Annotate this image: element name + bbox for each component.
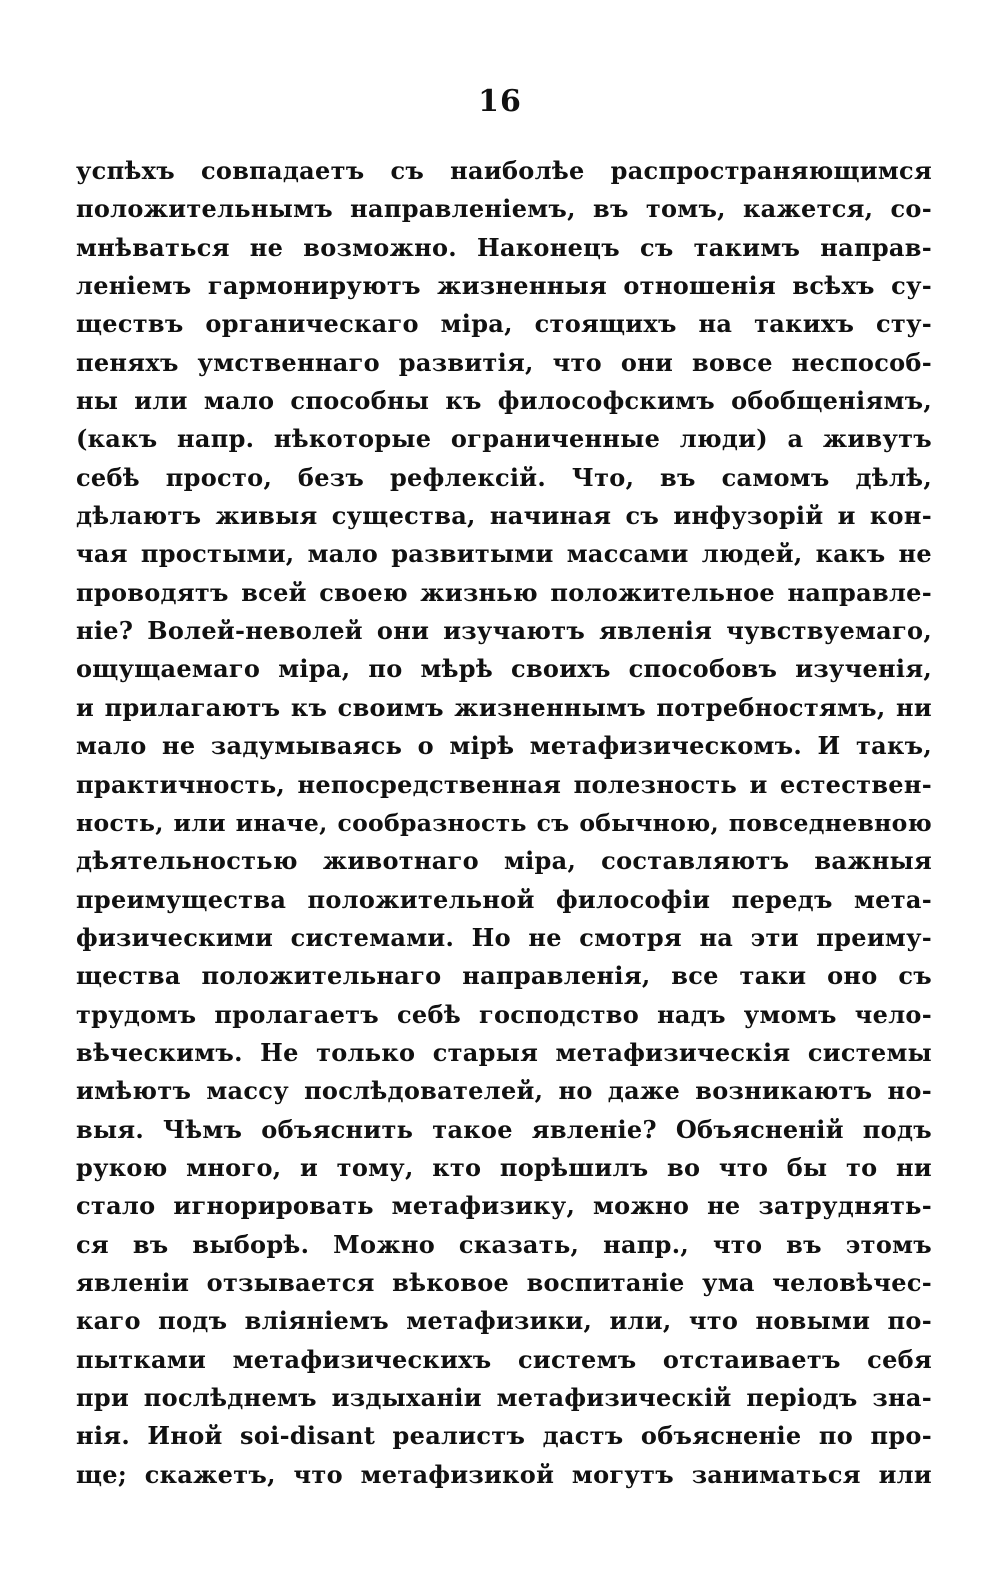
page-number: 16 <box>478 84 522 119</box>
text-line: дѣлаютъ живыя существа, начиная съ инфузорій и кон- <box>76 501 932 531</box>
text-line: при послѣднемъ издыханіи метафизическій періодъ зна- <box>76 1383 932 1412</box>
text-line: себѣ просто, безъ рефлексій. Что, въ самомъ дѣлѣ, <box>76 462 932 492</box>
text-line: ще; скажетъ, что метафизикой могутъ заниматься или <box>76 1459 932 1489</box>
text-line: мало не задумываясь о мірѣ метафизическомъ. И такъ, <box>76 731 932 761</box>
text-line: нія. Иной soi-disant реалистъ дастъ объясненіе по про- <box>76 1421 932 1451</box>
text-line: щества положительнаго направленія, все таки оно съ <box>76 961 932 991</box>
text-line: ся въ выборѣ. Можно сказать, напр., что въ этомъ <box>76 1229 932 1259</box>
text-line: вѣческимъ. Не только старыя метафизическія системы <box>76 1037 932 1067</box>
text-line: явленіи отзывается вѣковое воспитаніе ума человѣчес- <box>76 1267 932 1297</box>
text-line: каго подъ вліяніемъ метафизики, или, что новыми по- <box>76 1306 932 1336</box>
text-line: леніемъ гармонируютъ жизненныя отношенія всѣхъ су- <box>76 271 932 301</box>
text-line: успѣхъ совпадаетъ съ наиболѣе распространяющимся <box>76 156 932 185</box>
text-line: ществъ органическаго міра, стоящихъ на такихъ сту- <box>76 309 932 339</box>
text-line: выя. Чѣмъ объяснить такое явленіе? Объясненій подъ <box>76 1114 932 1144</box>
text-line: преимущества положительной философіи передъ мета- <box>76 884 932 914</box>
text-line: пеняхъ умственнаго развитія, что они вовсе неспособ- <box>76 347 932 377</box>
text-line: проводятъ всей своею жизнью положительное направле- <box>76 577 932 607</box>
text-line: трудомъ пролагаетъ себѣ господство надъ умомъ чело- <box>76 999 932 1029</box>
text-line: мнѣваться не возможно. Наконецъ съ такимъ направ- <box>76 232 932 262</box>
body-text <box>76 152 932 1494</box>
text-line: ность, или иначе, сообразность съ обычною, повседневною <box>76 808 932 837</box>
text-line: рукою много, и тому, кто порѣшилъ во что бы то ни <box>76 1152 932 1182</box>
text-line: ніе? Волей-неволей они изучаютъ явленія чувствуемаго, <box>76 616 932 646</box>
text-line: пытками метафизическихъ системъ отстаиваетъ себя <box>76 1344 932 1374</box>
text-line: положительнымъ направленіемъ, въ томъ, кажется, со- <box>76 194 932 224</box>
text-line: практичность, непосредственная полезность и естествен- <box>76 769 932 799</box>
text-line: ощущаемаго міра, по мѣрѣ своихъ способовъ изученія, <box>76 654 932 684</box>
text-line: имѣютъ массу послѣдователей, но даже возникаютъ но- <box>76 1076 932 1106</box>
text-line: стало игнорировать метафизику, можно не затруднять- <box>76 1191 932 1221</box>
text-line: и прилагаютъ къ своимъ жизненнымъ потребностямъ, ни <box>76 692 932 722</box>
text-line: (какъ напр. нѣкоторые ограниченные люди) а живутъ <box>76 424 932 454</box>
text-line: физическими системами. Но не смотря на эти преиму- <box>76 922 932 952</box>
text-line: дѣятельностью животнаго міра, составляютъ важныя <box>76 846 932 876</box>
text-line: чая простыми, мало развитыми массами людей, какъ не <box>76 539 932 569</box>
text-line: ны или мало способны къ философскимъ обобщеніямъ, <box>76 386 932 416</box>
